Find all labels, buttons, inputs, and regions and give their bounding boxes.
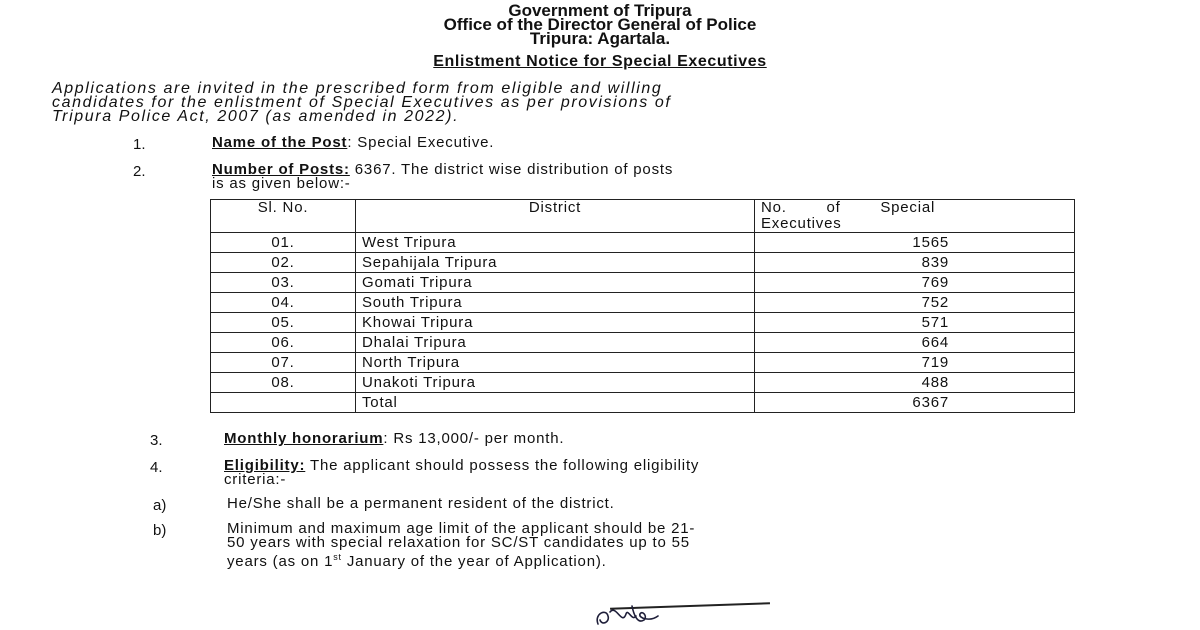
- sub-b-superscript: st: [333, 552, 342, 562]
- cell-sl: [211, 393, 356, 413]
- header-location: Tripura: Agartala.: [529, 29, 671, 48]
- item-label: Monthly honorarium: [224, 430, 384, 447]
- item-sub-b-line-1: Minimum and maximum age limit of the applicant should be 21-: [227, 520, 696, 537]
- header-government: Government of Tripura: [508, 1, 692, 20]
- item-label: Eligibility:: [224, 457, 306, 474]
- intro-line-1: Applications are invited in the prescribed form from eligible and willing: [52, 80, 663, 97]
- sub-b-text-pre: years (as on 1: [227, 553, 334, 570]
- item-text: 6367. The district wise distribution of posts: [349, 161, 674, 178]
- cell-district: Sepahijala Tripura: [356, 253, 755, 273]
- cell-count: 664: [755, 333, 1075, 353]
- item-number: 2.: [133, 163, 146, 180]
- item-number: 1.: [133, 136, 146, 153]
- cell-district: South Tripura: [356, 293, 755, 313]
- table-total-row: [211, 393, 1075, 413]
- notice-title: Enlistment Notice for Special Executives: [433, 53, 767, 70]
- item-label: Name of the Post: [212, 134, 348, 151]
- cell-sl: 02.: [211, 253, 356, 273]
- intro-line-2: candidates for the enlistment of Special Executives as per provisions of: [52, 94, 672, 111]
- item-eligibility: [224, 459, 699, 473]
- table-row: [211, 233, 1075, 253]
- item-number: a): [153, 497, 167, 514]
- cell-sl: 06.: [211, 333, 356, 353]
- item-honorarium: [224, 432, 564, 446]
- header-no-line-1: No. of Special: [761, 199, 936, 216]
- cell-district: Unakoti Tripura: [356, 373, 755, 393]
- header-no-of-executives: [755, 200, 1075, 233]
- item-sub-a: He/She shall be a permanent resident of the district.: [227, 495, 615, 512]
- cell-total-count: 6367: [755, 393, 1075, 413]
- item-sub-b-line-2: 50 years with special relaxation for SC/ST candidates up to 55: [227, 534, 690, 551]
- sub-b-text-post: January of the year of Application).: [341, 553, 607, 570]
- cell-count: 769: [755, 273, 1075, 293]
- cell-sl: 07.: [211, 353, 356, 373]
- cell-sl: 05.: [211, 313, 356, 333]
- table-row: [211, 313, 1075, 333]
- item-label: Number of Posts:: [212, 161, 350, 178]
- item-eligibility-cont: criteria:-: [224, 471, 287, 488]
- item-posts-count-cont: is as given below:-: [212, 175, 351, 192]
- district-posts-table: [210, 199, 1075, 413]
- intro-line-3: Tripura Police Act, 2007 (as amended in 2022).: [52, 108, 460, 125]
- cell-count: 752: [755, 293, 1075, 313]
- cell-sl: 01.: [211, 233, 356, 253]
- item-number: 3.: [150, 432, 163, 449]
- cell-count: 1565: [755, 233, 1075, 253]
- cell-district: Gomati Tripura: [356, 273, 755, 293]
- cell-sl: 08.: [211, 373, 356, 393]
- cell-district: Dhalai Tripura: [356, 333, 755, 353]
- cell-total-label: Total: [356, 393, 755, 413]
- item-text: : Rs 13,000/- per month.: [383, 430, 565, 447]
- cell-district: West Tripura: [356, 233, 755, 253]
- header-district: District: [356, 200, 755, 233]
- cell-district: North Tripura: [356, 353, 755, 373]
- item-number: b): [153, 522, 167, 539]
- table-row: [211, 353, 1075, 373]
- table-row: [211, 273, 1075, 293]
- table-row: [211, 333, 1075, 353]
- table-row: [211, 293, 1075, 313]
- cell-district: Khowai Tripura: [356, 313, 755, 333]
- cell-count: 719: [755, 353, 1075, 373]
- cell-count: 488: [755, 373, 1075, 393]
- cell-count: 571: [755, 313, 1075, 333]
- table-row: [211, 253, 1075, 273]
- header-office: Office of the Director General of Police: [443, 15, 757, 34]
- cell-count: 839: [755, 253, 1075, 273]
- item-post-name: [212, 136, 494, 150]
- table-row: [211, 373, 1075, 393]
- cell-sl: 04.: [211, 293, 356, 313]
- signature-icon: [592, 596, 672, 630]
- header-no-line-2: Executives: [761, 215, 842, 232]
- header-sl-no: Sl. No.: [211, 200, 356, 233]
- item-sub-b-line-3: [227, 550, 607, 569]
- cell-sl: 03.: [211, 273, 356, 293]
- item-number: 4.: [150, 459, 163, 476]
- item-text: : Special Executive.: [347, 134, 495, 151]
- item-text: The applicant should possess the following eligibility: [305, 457, 700, 474]
- table-header-row: [211, 200, 1075, 233]
